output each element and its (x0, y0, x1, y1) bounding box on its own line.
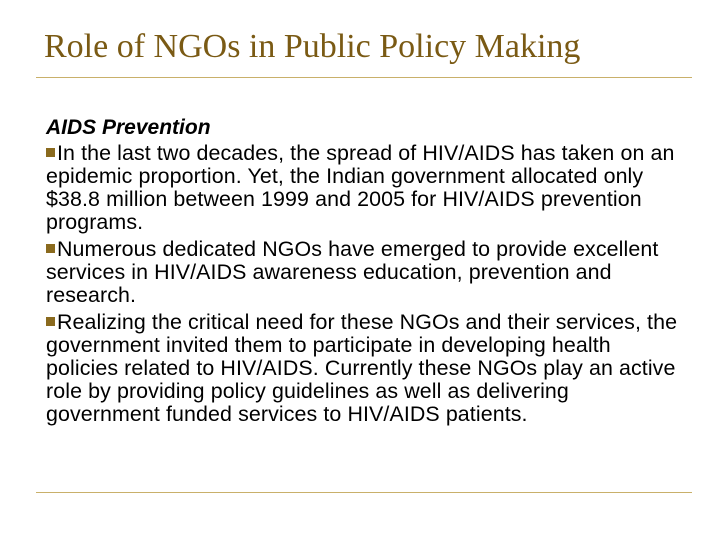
footer-divider (36, 492, 692, 493)
slide-body (46, 112, 686, 430)
section-heading: AIDS Prevention (46, 116, 211, 139)
bullet-text: Realizing the critical need for these NGOs and their services, the government invited them to participate in developing health policies related to HIV/AIDS. Currently these NGOs play an active role by providing policy guidelines as well as delivering government funded services to HIV/AIDS patients. (46, 310, 678, 426)
bullet-item (46, 142, 686, 234)
bullet-item (46, 238, 686, 307)
bullet-item (46, 311, 686, 426)
slide-title: Role of NGOs in Public Policy Making (44, 28, 581, 65)
square-bullet-icon (46, 148, 55, 157)
square-bullet-icon (46, 244, 55, 253)
square-bullet-icon (46, 317, 55, 326)
title-divider (36, 77, 692, 78)
bullet-text: In the last two decades, the spread of HIV/AIDS has taken on an epidemic proportion. Yet, the Indian government allocated only $38.8 million between 1999 and 2005 for HIV/AIDS prevention programs. (46, 141, 675, 234)
bullet-text: Numerous dedicated NGOs have emerged to provide excellent services in HIV/AIDS awareness education, prevention and research. (46, 237, 659, 307)
